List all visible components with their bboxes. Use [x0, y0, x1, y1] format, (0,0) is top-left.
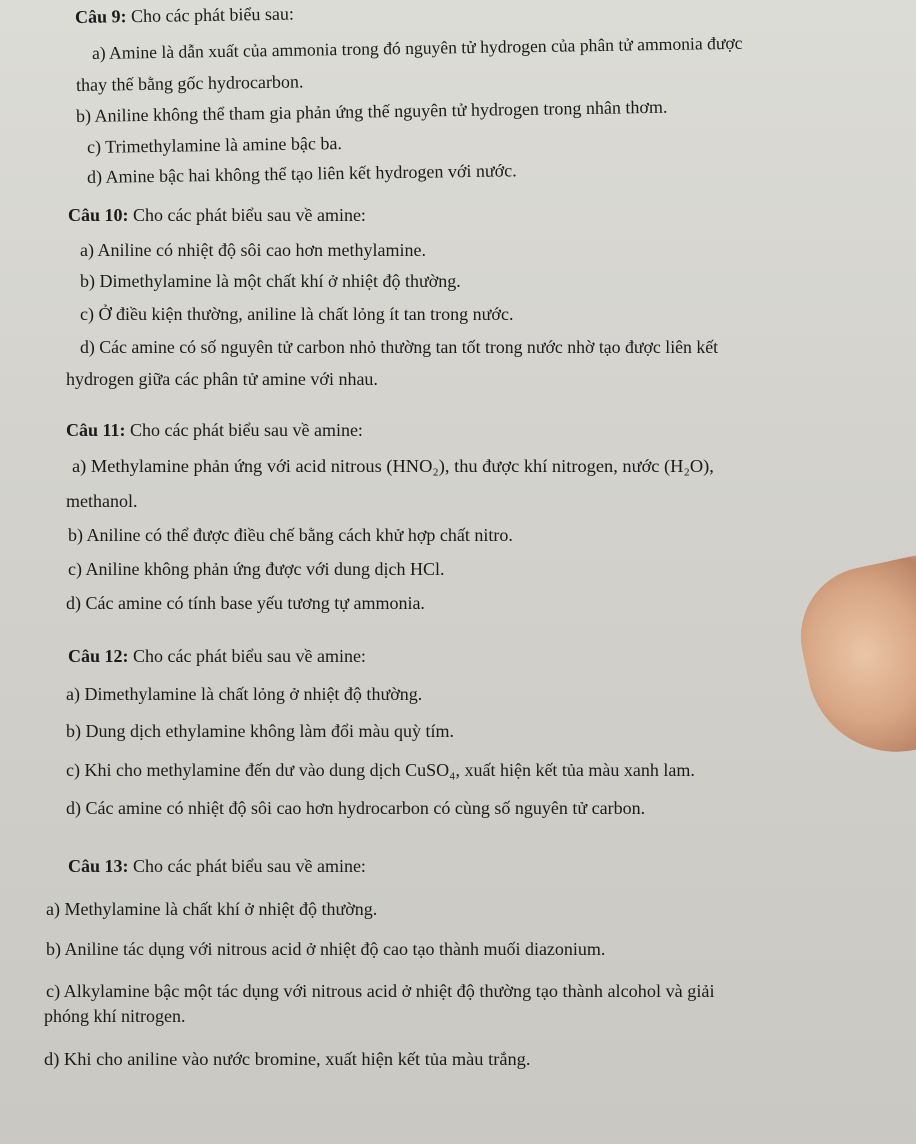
question-12-heading: [68, 645, 366, 667]
question-number: Câu 9:: [74, 6, 127, 27]
statement-line: b) Aniline không thể tham gia phản ứng thế nguyên tử hydrogen trong nhân thơm.: [75, 96, 668, 126]
statement-line: b) Dimethylamine là một chất khí ở nhiệt độ thường.: [80, 271, 461, 291]
question-number: Câu 13:: [68, 856, 129, 876]
statement-line: b) Aniline có thể được điều chế bằng cách khử hợp chất nitro.: [68, 525, 513, 545]
question-10-heading: [68, 204, 366, 226]
statement-line: b) Dung dịch ethylamine không làm đổi màu quỳ tím.: [66, 721, 454, 741]
statement-line: d) Các amine có nhiệt độ sôi cao hơn hydrocarbon có cùng số nguyên tử carbon.: [66, 798, 646, 818]
question-9-heading: [75, 3, 294, 28]
question-number: Câu 12:: [68, 646, 129, 666]
question-intro: Cho các phát biểu sau về amine:: [133, 205, 366, 225]
finger-photo-artifact: [788, 551, 916, 768]
statement-line: b) Aniline tác dụng với nitrous acid ở nhiệt độ cao tạo thành muối diazonium.: [46, 939, 606, 959]
statement-line: c) Alkylamine bậc một tác dụng với nitrous acid ở nhiệt độ thường tạo thành alcohol và giải: [46, 981, 715, 1001]
statement-line: c) Ở điều kiện thường, aniline là chất lỏng ít tan trong nước.: [80, 304, 514, 324]
statement-line: a) Methylamine là chất khí ở nhiệt độ thường.: [46, 899, 378, 919]
question-number: Câu 10:: [68, 205, 129, 225]
statement-line: d) Các amine có số nguyên tử carbon nhỏ thường tan tốt trong nước nhờ tạo được liên kết: [80, 337, 719, 357]
statement-line: hydrogen giữa các phân tử amine với nhau.: [66, 369, 378, 389]
question-11-heading: [66, 419, 363, 441]
statement-line: methanol.: [66, 491, 138, 511]
question-13-heading: [68, 855, 366, 877]
statement-line: thay thế bằng gốc hydrocarbon.: [75, 71, 304, 95]
statement-line: a) Dimethylamine là chất lỏng ở nhiệt độ thường.: [66, 684, 423, 704]
question-intro: Cho các phát biểu sau về amine:: [130, 420, 363, 440]
statement-line: c) Aniline không phản ứng được với dung dịch HCl.: [68, 559, 445, 579]
statement-line: d) Khi cho aniline vào nước bromine, xuất hiện kết tủa màu trắng.: [44, 1049, 531, 1069]
question-intro: Cho các phát biểu sau về amine:: [133, 646, 366, 666]
statement-line: a) Aniline có nhiệt độ sôi cao hơn methylamine.: [80, 240, 426, 260]
question-intro: Cho các phát biểu sau:: [130, 3, 295, 27]
statement-line: d) Amine bậc hai không thể tạo liên kết hydrogen với nước.: [86, 160, 517, 187]
statement-line: phóng khí nitrogen.: [44, 1006, 186, 1026]
statement-line: a) Amine là dẫn xuất của ammonia trong đó nguyên tử hydrogen của phân tử ammonia được: [91, 32, 743, 63]
statement-line: c) Trimethylamine là amine bậc ba.: [86, 132, 343, 157]
statement-line: a) Methylamine phản ứng với acid nitrous (HNO₂), thu được khí nitrogen, nước (H₂O),: [72, 456, 714, 476]
question-number: Câu 11:: [66, 420, 126, 440]
statement-line: c) Khi cho methylamine đến dư vào dung dịch CuSO₄, xuất hiện kết tủa màu xanh lam.: [66, 760, 695, 780]
question-intro: Cho các phát biểu sau về amine:: [133, 856, 366, 876]
statement-line: d) Các amine có tính base yếu tương tự ammonia.: [66, 593, 425, 613]
